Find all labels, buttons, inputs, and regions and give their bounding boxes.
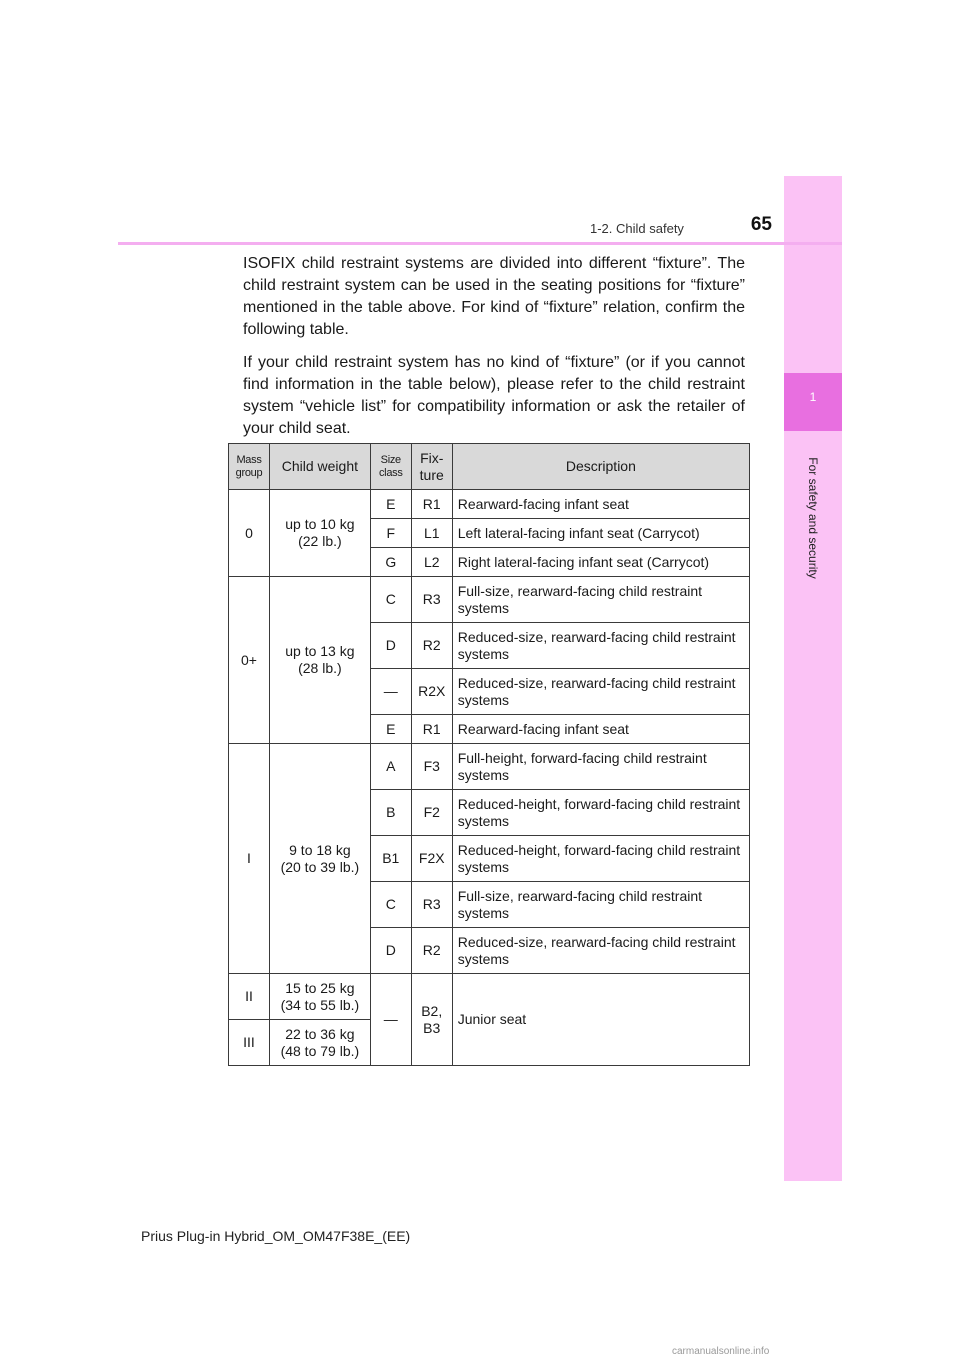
size-class-cell: E: [370, 715, 411, 744]
description-cell: Reduced-height, forward-facing child restraint systems: [452, 836, 749, 882]
description-cell: Full-size, rearward-facing child restraint systems: [452, 882, 749, 928]
fixture-cell: F2: [411, 790, 452, 836]
fixture-cell: R1: [411, 490, 452, 519]
chapter-number: 1: [809, 390, 817, 404]
fixture-cell: R3: [411, 882, 452, 928]
footer-model-code: Prius Plug-in Hybrid_OM_OM47F38E_(EE): [141, 1228, 411, 1244]
body-text: [243, 253, 745, 451]
header-size-class: Size class: [370, 444, 411, 490]
size-class-cell: G: [370, 548, 411, 577]
size-class-cell: D: [370, 928, 411, 974]
size-class-cell: A: [370, 744, 411, 790]
fixture-cell: R3: [411, 577, 452, 623]
description-cell: Right lateral-facing infant seat (Carrycot): [452, 548, 749, 577]
child-weight-cell: up to 13 kg (28 lb.): [269, 577, 370, 744]
guidance-paragraph: If your child restraint system has no kind of “fixture” (or if you cannot find information in the table below), please refer to the child restraint system “vehicle list” for compatibility information or ask the retailer of your child seat.: [243, 354, 745, 437]
fixture-cell: R2X: [411, 669, 452, 715]
section-title: 1-2. Child safety: [590, 221, 684, 236]
mass-group-cell: 0+: [229, 577, 270, 744]
child-weight-cell: up to 10 kg (22 lb.): [269, 490, 370, 577]
mass-group-cell: III: [229, 1020, 270, 1066]
chapter-label: For safety and security: [806, 457, 820, 579]
description-cell: Left lateral-facing infant seat (Carrycot): [452, 519, 749, 548]
fixture-cell: B2, B3: [411, 974, 452, 1066]
description-cell: Reduced-size, rearward-facing child restraint systems: [452, 623, 749, 669]
fixture-cell: R2: [411, 928, 452, 974]
watermark: carmanualsonline.info: [672, 1346, 770, 1357]
description-cell: Reduced-height, forward-facing child restraint systems: [452, 790, 749, 836]
size-class-cell: D: [370, 623, 411, 669]
fixture-cell: F2X: [411, 836, 452, 882]
size-class-cell: C: [370, 577, 411, 623]
chapter-side-tab: [784, 176, 842, 1181]
child-weight-cell: 9 to 18 kg (20 to 39 lb.): [269, 744, 370, 974]
table-row: [229, 974, 750, 1020]
size-class-cell: —: [370, 669, 411, 715]
size-class-cell: C: [370, 882, 411, 928]
description-cell: Full-size, rearward-facing child restraint systems: [452, 577, 749, 623]
child-weight-cell: 15 to 25 kg (34 to 55 lb.): [269, 974, 370, 1020]
fixture-cell: L1: [411, 519, 452, 548]
table-row: [229, 744, 750, 790]
table-row: [229, 577, 750, 623]
header-child-weight: Child weight: [269, 444, 370, 490]
description-cell: Rearward-facing infant seat: [452, 715, 749, 744]
mass-group-cell: 0: [229, 490, 270, 577]
fixture-cell: R1: [411, 715, 452, 744]
header-mass-group: Mass group: [229, 444, 270, 490]
table-header-row: [229, 444, 750, 490]
header-description: Description: [452, 444, 749, 490]
description-cell: Reduced-size, rearward-facing child restraint systems: [452, 928, 749, 974]
fixture-cell: R2: [411, 623, 452, 669]
size-class-cell: —: [370, 974, 411, 1066]
fixture-cell: L2: [411, 548, 452, 577]
fixture-cell: F3: [411, 744, 452, 790]
header-fixture: Fix- ture: [411, 444, 452, 490]
isofix-fixture-table: [228, 443, 750, 1066]
page-number: 65: [750, 214, 772, 235]
size-class-cell: E: [370, 490, 411, 519]
size-class-cell: F: [370, 519, 411, 548]
mass-group-cell: I: [229, 744, 270, 974]
child-weight-cell: 22 to 36 kg (48 to 79 lb.): [269, 1020, 370, 1066]
table-row: [229, 490, 750, 519]
description-cell: Junior seat: [452, 974, 749, 1066]
mass-group-cell: II: [229, 974, 270, 1020]
size-class-cell: B1: [370, 836, 411, 882]
size-class-cell: B: [370, 790, 411, 836]
header-rule: [118, 242, 842, 245]
description-cell: Full-height, forward-facing child restraint systems: [452, 744, 749, 790]
intro-paragraph: ISOFIX child restraint systems are divided into different “fixture”. The child restraint system can be used in the seating positions for “fixture” mentioned in the table above. For kind of “fixture” relation, confirm the following table.: [243, 255, 745, 338]
description-cell: Rearward-facing infant seat: [452, 490, 749, 519]
description-cell: Reduced-size, rearward-facing child restraint systems: [452, 669, 749, 715]
